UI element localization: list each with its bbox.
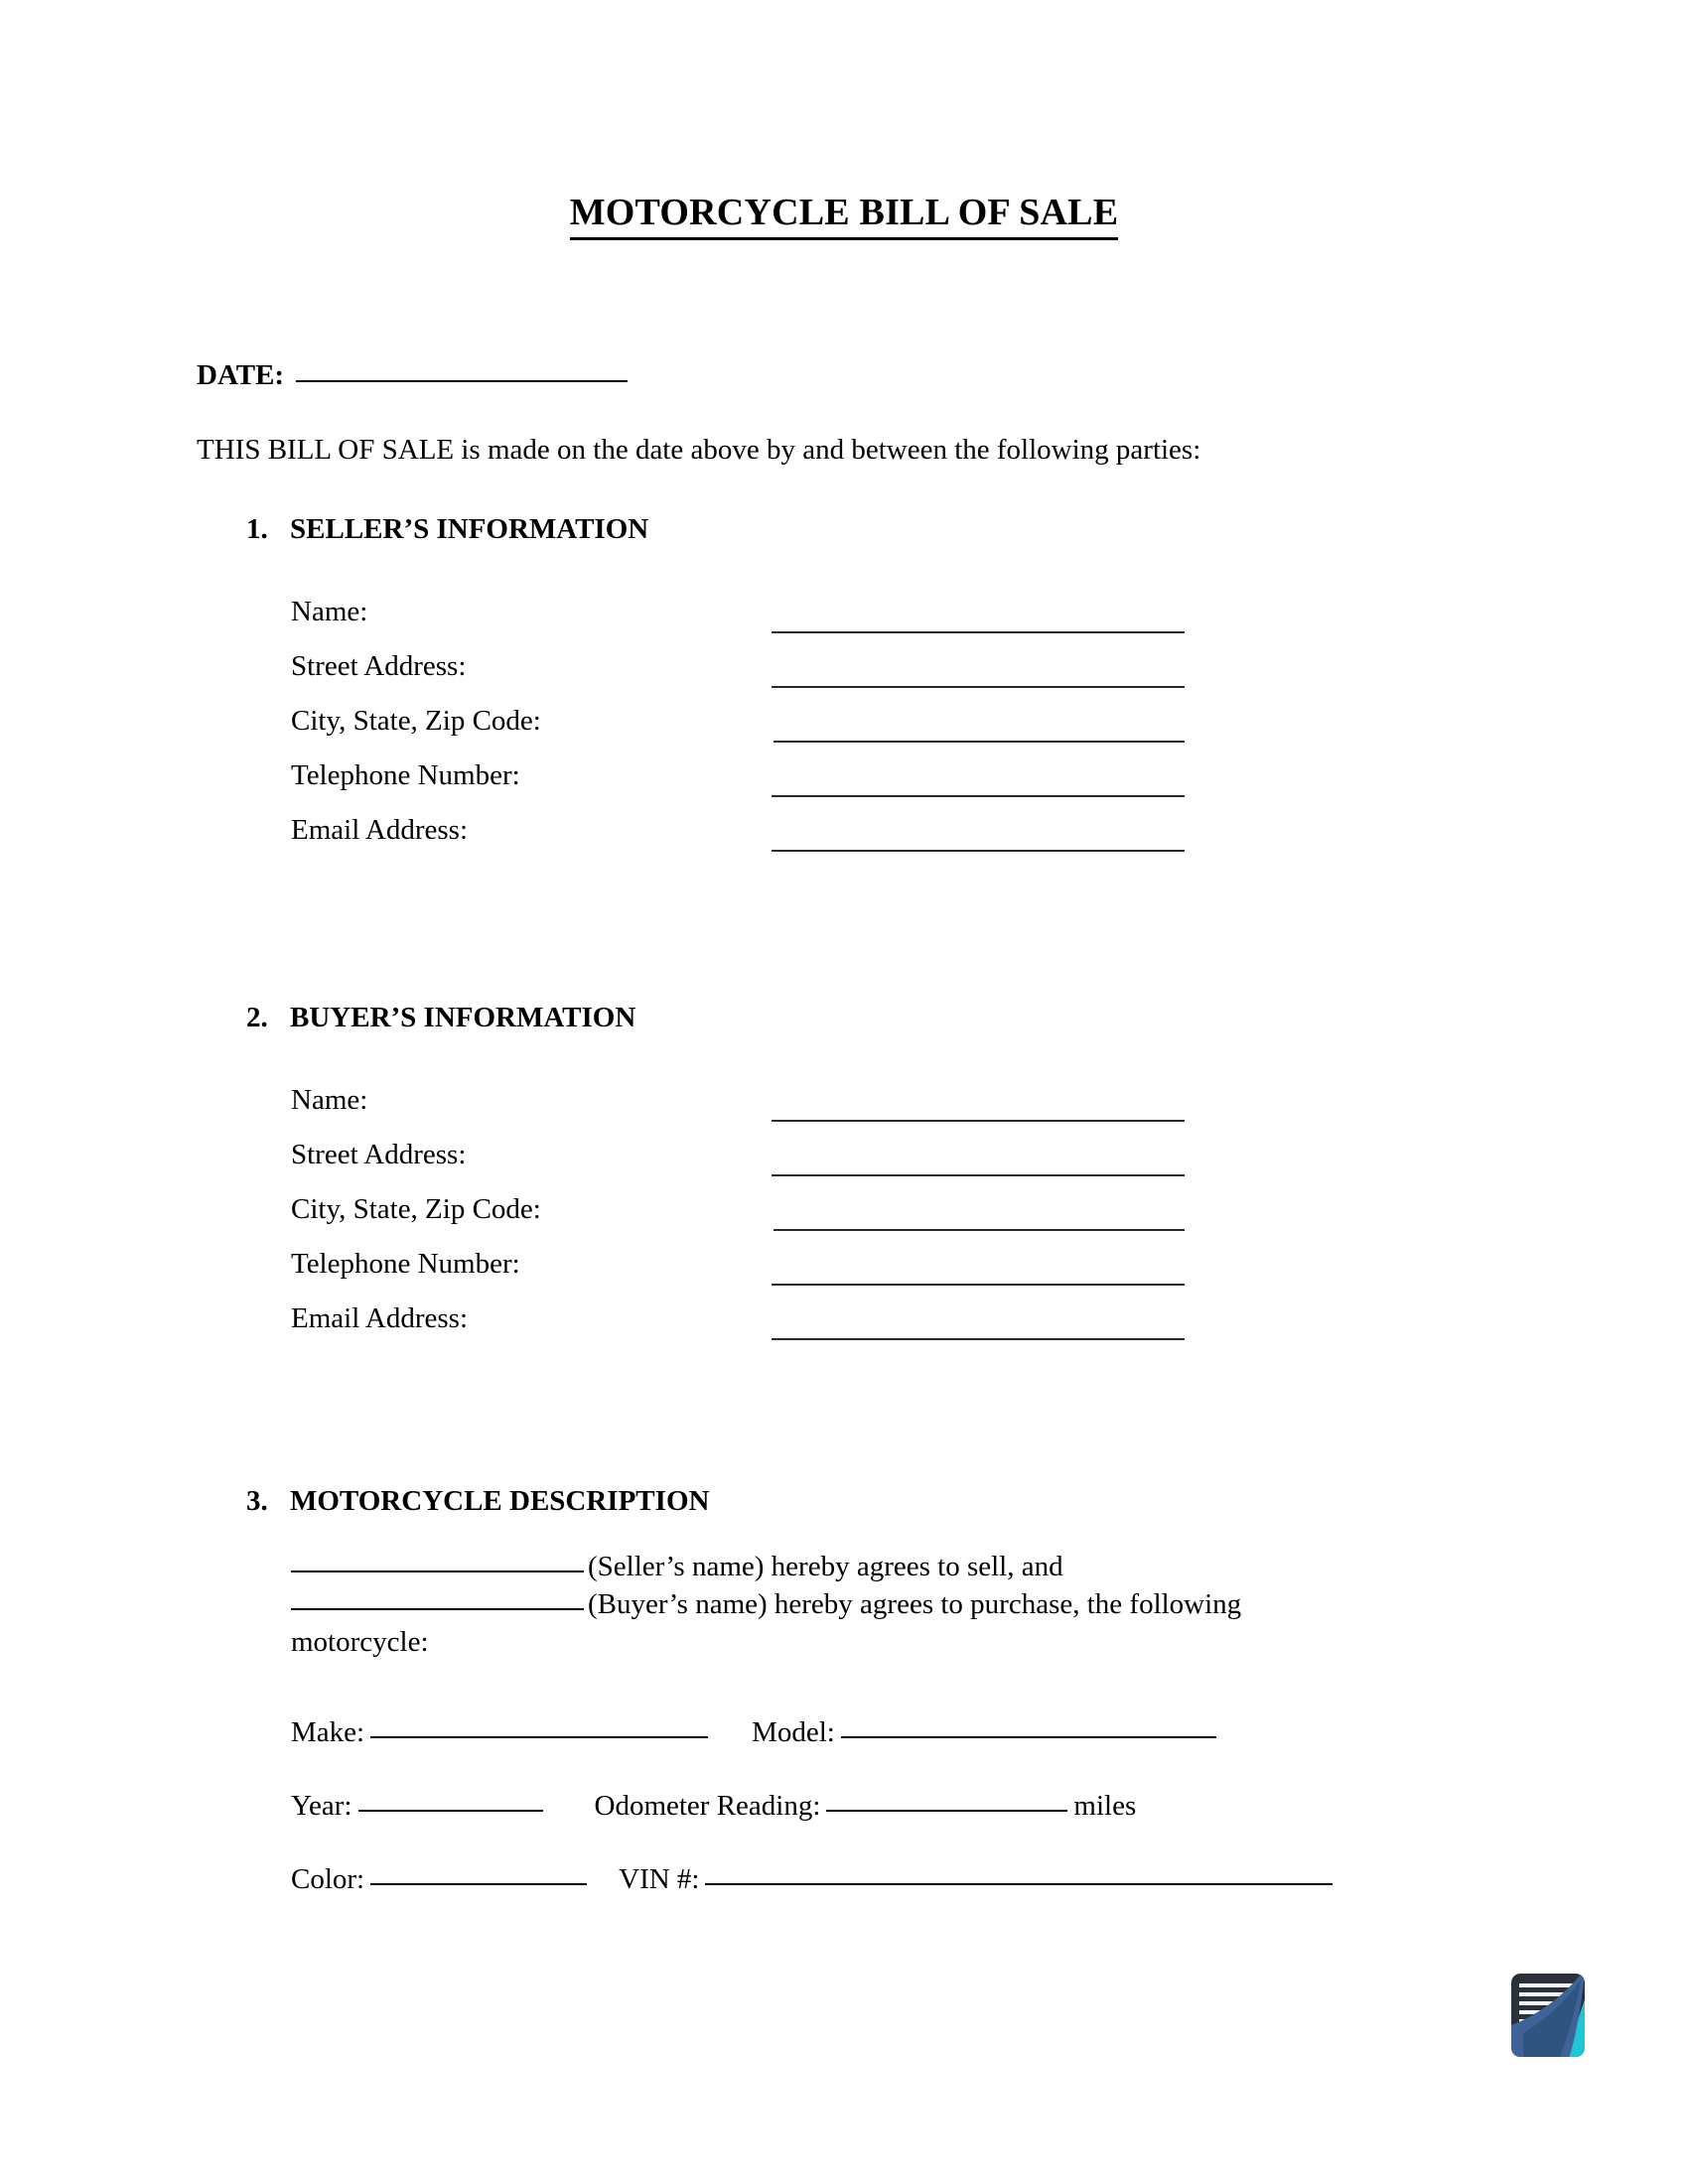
label-model: Model:	[752, 1716, 835, 1748]
input-buyer-name[interactable]	[772, 1120, 1185, 1122]
page-title-text: MOTORCYCLE BILL OF SALE	[570, 191, 1119, 240]
field-row-buyer-name	[291, 1084, 1185, 1128]
row-color-vin	[291, 1863, 1338, 1903]
field-row-seller-street	[291, 650, 1185, 694]
label-seller-city: City, State, Zip Code:	[291, 705, 541, 737]
motorcycle-description-clause	[291, 1551, 1383, 1664]
label-buyer-street: Street Address:	[291, 1139, 467, 1170]
field-row-buyer-street	[291, 1139, 1185, 1182]
clause-continuation-line	[291, 1626, 1383, 1664]
input-seller-phone[interactable]	[772, 795, 1185, 797]
section-heading-seller	[246, 513, 648, 546]
field-row-seller-email	[291, 814, 1185, 858]
input-seller-street[interactable]	[772, 686, 1185, 688]
input-seller-name[interactable]	[772, 631, 1185, 633]
document-logo	[1507, 1964, 1589, 2059]
label-color: Color:	[291, 1863, 365, 1895]
seller-clause-line	[291, 1551, 1383, 1588]
field-row-buyer-email	[291, 1302, 1185, 1346]
input-make[interactable]	[370, 1735, 708, 1738]
section-title-motorcycle: MOTORCYCLE DESCRIPTION	[290, 1485, 710, 1517]
label-year: Year:	[291, 1790, 352, 1822]
page-title	[0, 191, 1688, 240]
row-year-odometer	[291, 1790, 1136, 1830]
input-color[interactable]	[370, 1882, 587, 1885]
input-seller-city[interactable]	[774, 741, 1185, 743]
label-buyer-city: City, State, Zip Code:	[291, 1193, 541, 1225]
label-buyer-name: Name:	[291, 1084, 368, 1116]
section-heading-buyer	[246, 1002, 635, 1034]
label-make: Make:	[291, 1716, 365, 1748]
field-row-buyer-city	[291, 1193, 1185, 1237]
label-seller-phone: Telephone Number:	[291, 759, 520, 791]
field-row-buyer-phone	[291, 1248, 1185, 1292]
date-row	[197, 359, 628, 392]
date-label: DATE:	[197, 359, 285, 391]
label-buyer-phone: Telephone Number:	[291, 1248, 520, 1280]
section-heading-motorcycle	[246, 1485, 709, 1518]
input-buyer-street[interactable]	[772, 1174, 1185, 1176]
input-seller-name-clause[interactable]	[291, 1570, 584, 1572]
buyer-clause-line	[291, 1588, 1383, 1626]
date-input-blank[interactable]	[296, 379, 628, 382]
clause-continuation-text: motorcycle:	[291, 1626, 429, 1658]
seller-clause-text: (Seller’s name) hereby agrees to sell, and	[588, 1551, 1063, 1582]
input-buyer-email[interactable]	[772, 1338, 1185, 1340]
label-seller-name: Name:	[291, 596, 368, 627]
label-odometer-unit: miles	[1073, 1790, 1137, 1822]
field-row-seller-city	[291, 705, 1185, 749]
input-buyer-phone[interactable]	[772, 1284, 1185, 1286]
input-odometer[interactable]	[826, 1809, 1067, 1812]
field-row-seller-phone	[291, 759, 1185, 803]
field-row-seller-name	[291, 596, 1185, 639]
intro-paragraph: THIS BILL OF SALE is made on the date above by and between the following parties:	[197, 434, 1201, 466]
input-seller-email[interactable]	[772, 850, 1185, 852]
label-odometer: Odometer Reading:	[594, 1790, 821, 1822]
row-make-model	[291, 1716, 1222, 1756]
section-title-seller: SELLER’S INFORMATION	[290, 513, 649, 545]
input-year[interactable]	[358, 1809, 543, 1812]
label-vin: VIN #:	[619, 1863, 700, 1895]
input-vin[interactable]	[705, 1882, 1333, 1885]
section-number-motorcycle: 3.	[246, 1485, 268, 1517]
section-title-buyer: BUYER’S INFORMATION	[290, 1002, 636, 1033]
buyer-clause-text: (Buyer’s name) hereby agrees to purchase, the following	[588, 1588, 1242, 1620]
document-logo-icon	[1507, 1964, 1589, 2059]
input-model[interactable]	[841, 1735, 1216, 1738]
label-buyer-email: Email Address:	[291, 1302, 469, 1334]
section-number-seller: 1.	[246, 513, 268, 545]
label-seller-street: Street Address:	[291, 650, 467, 682]
input-buyer-name-clause[interactable]	[291, 1607, 584, 1610]
section-number-buyer: 2.	[246, 1002, 268, 1033]
label-seller-email: Email Address:	[291, 814, 469, 846]
input-buyer-city[interactable]	[774, 1229, 1185, 1231]
